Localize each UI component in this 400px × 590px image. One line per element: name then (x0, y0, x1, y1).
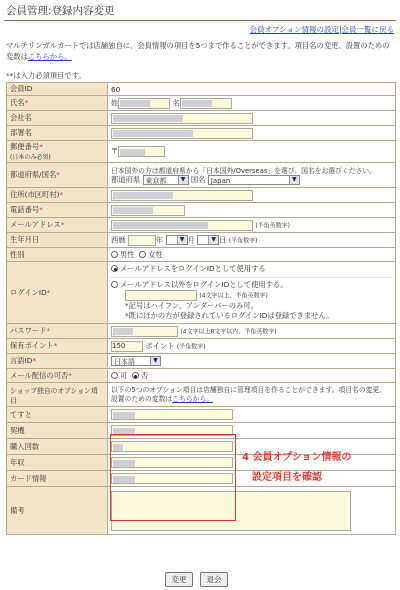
mail-opt-cell (108, 369, 396, 383)
back-button[interactable]: 退会 (200, 572, 228, 587)
login-id-label: ログインID* (7, 262, 108, 324)
chevron-down-icon: ▼ (150, 357, 160, 365)
phone-label: 電話番号* (7, 203, 108, 218)
remarks-label: 備考 (7, 487, 108, 535)
login-id-cell (108, 262, 396, 324)
name-label: 氏名* (7, 96, 108, 111)
title-rule (4, 20, 396, 21)
points-unit: ポイント (145, 341, 175, 350)
login-email-radio[interactable] (111, 265, 118, 272)
postal-label-text: 郵便番号 (10, 142, 40, 151)
email-cell (108, 218, 396, 233)
email-label-text: メールアドレス (10, 220, 61, 229)
era-caption: 西暦 (111, 235, 126, 244)
top-links (250, 24, 394, 35)
password-input[interactable] (111, 326, 178, 337)
custom-label-2: 契機 (7, 423, 108, 439)
company-cell (108, 111, 396, 126)
mail-opt-label-text: メール配信の可否 (10, 370, 69, 380)
required-marker: * (6, 71, 10, 80)
shop-option-text: 以下の5つのオプション項目は店舗独自に管理項目を作ることができます。項目名の変更、設置のための変数は (111, 385, 387, 403)
language-label: 言語ID* (7, 354, 108, 369)
page-title: 会員管理:登録内容変更 (6, 5, 115, 17)
month-caption: 月 (187, 235, 195, 244)
points-input[interactable]: 150 (111, 341, 143, 352)
member-id-value: 60 (108, 83, 396, 96)
chevron-down-icon: ▼ (208, 236, 218, 244)
prefecture-cell (108, 163, 396, 188)
annotation-text (242, 448, 352, 488)
name-label-text: 氏名 (10, 98, 25, 107)
gender-female-radio[interactable] (139, 251, 146, 258)
postal-prefix: 〒 (111, 146, 119, 156)
last-name-input[interactable] (118, 98, 170, 109)
points-label: 保有ポイント* (7, 339, 108, 354)
postal-input[interactable] (118, 146, 165, 157)
birth-month-select[interactable] (166, 235, 188, 245)
password-label: パスワード* (7, 324, 108, 339)
company-label: 会社名 (7, 111, 108, 126)
address-label: 住所(市区町村)* (7, 188, 108, 203)
custom-input-1[interactable] (111, 409, 233, 420)
custom-cell-1 (108, 407, 396, 423)
country-caption: 国名 (190, 175, 206, 184)
mail-yes-radio[interactable] (111, 372, 118, 379)
chevron-down-icon: ▼ (178, 176, 188, 184)
postal-sub: (日本のみ必須) (10, 154, 51, 161)
prefecture-label-text: 都道府県/国名 (10, 170, 57, 179)
address-cell (108, 188, 396, 203)
points-hint: (半角数字) (176, 343, 206, 350)
department-label: 部署名 (7, 126, 108, 141)
language-value: 日本語 (114, 358, 135, 366)
annotation-highlight-box (110, 434, 236, 521)
mail-yes-text: 可 (120, 370, 128, 380)
prefecture-note: 日本国外の方は都道府県から「日本国外/Overseas」を選び、国名をお選びください。 (111, 167, 376, 175)
company-input[interactable] (111, 113, 253, 124)
gender-cell (108, 248, 396, 262)
birthday-cell (108, 233, 396, 248)
gender-female-text: 女性 (148, 249, 163, 259)
link-separator: | (338, 25, 342, 34)
password-hint: (4文字以上8文字以内、半角英数字) (180, 328, 277, 335)
postal-label: 郵便番号* (日本のみ必須) (7, 141, 108, 163)
login-opt1-text: メールアドレスをログインIDとして使用する (120, 263, 266, 273)
day-caption: 日 (219, 235, 227, 244)
required-note (6, 71, 86, 81)
custom-label-4: 年収 (7, 455, 108, 471)
custom-label-1: てすと (7, 407, 108, 423)
mail-no-text: 否 (140, 370, 149, 380)
country-value: Japan (210, 177, 231, 185)
prefecture-select[interactable] (143, 175, 189, 185)
gender-label: 性別 (7, 248, 108, 262)
prefecture-label: 都道府県/国名* (7, 163, 108, 188)
email-label: メールアドレス* (7, 218, 108, 233)
language-cell (108, 354, 396, 369)
department-input[interactable] (111, 128, 253, 139)
shop-option-link[interactable]: こちらから。 (172, 394, 213, 403)
mail-opt-label: メール配信の可否* (7, 369, 108, 383)
login-other-radio[interactable] (111, 281, 118, 288)
member-id-label: 会員ID (7, 83, 108, 96)
address-input[interactable] (111, 190, 253, 201)
language-select[interactable] (111, 356, 161, 366)
login-note1: *記号はハイフン、アンダーバーのみ可。 (125, 301, 258, 311)
change-button[interactable]: 変更 (165, 572, 193, 587)
back-to-list-link[interactable]: 会員一覧に戻る (341, 25, 394, 34)
login-id-input[interactable] (125, 290, 197, 301)
country-select[interactable] (208, 175, 300, 185)
postal-cell (108, 141, 396, 163)
intro-text (6, 40, 394, 62)
login-id-label-text: ログインID (10, 287, 47, 297)
chevron-down-icon: ▼ (289, 176, 299, 184)
birth-year-input[interactable] (128, 235, 156, 246)
name-cell (108, 96, 396, 111)
year-caption: 年 (155, 235, 164, 244)
required-note-text: *は入力必須項目です。 (9, 71, 86, 80)
intro-variables-link[interactable]: こちらから。 (27, 52, 72, 61)
first-name-caption: 名 (172, 98, 180, 107)
points-label-text: 保有ポイント (10, 341, 54, 350)
birthday-hint: (半角数字) (228, 237, 258, 244)
pref-caption: 都道府県 (111, 175, 141, 184)
phone-label-text: 電話番号 (10, 205, 40, 214)
first-name-input[interactable] (180, 98, 232, 109)
pref-value: 東京都 (145, 177, 167, 185)
intro-body: マルチリンガルカートでは店舗独自に、会員情報の項目を5つまで作ることができます。項目名の変更、設置のための変数は (6, 41, 390, 61)
password-label-text: パスワード (10, 326, 47, 335)
gender-male-radio[interactable] (111, 251, 118, 258)
shop-option-label: ショップ独自のオプション項目 (7, 383, 108, 407)
department-cell (108, 126, 396, 141)
login-note2: *既にほかの方が登録されているログインIDは登録できません。 (125, 311, 334, 321)
password-cell (108, 324, 396, 339)
annotation-line2: 設定項目を確認 (252, 472, 322, 483)
mail-no-radio[interactable] (132, 372, 139, 379)
points-cell (108, 339, 396, 354)
member-option-link[interactable]: 会員オプション情報の設定 (249, 25, 339, 34)
gender-male-text: 男性 (120, 249, 135, 259)
language-label-text: 言語ID (10, 356, 33, 365)
custom-label-5: カード情報 (7, 471, 108, 487)
email-hint: (半角英数字) (255, 222, 291, 229)
address-label-text: 住所(市区町村) (10, 190, 60, 199)
email-input[interactable] (111, 220, 253, 231)
custom-label-3: 購入回数 (7, 439, 108, 455)
phone-cell (108, 203, 396, 218)
last-name-caption: 姓 (111, 98, 119, 107)
login-opt2-text: メールアドレス以外をログインIDとして使用する。 (120, 279, 288, 289)
shop-option-cell (108, 383, 396, 407)
annotation-line1: 4 会員オプション情報の (242, 452, 352, 463)
birth-day-select[interactable] (197, 235, 219, 245)
chevron-down-icon: ▼ (177, 236, 187, 244)
phone-input[interactable] (111, 205, 185, 216)
birthday-label: 生年月日 (7, 233, 108, 248)
login-hint: (4文字以上、半角英数字) (199, 292, 268, 300)
